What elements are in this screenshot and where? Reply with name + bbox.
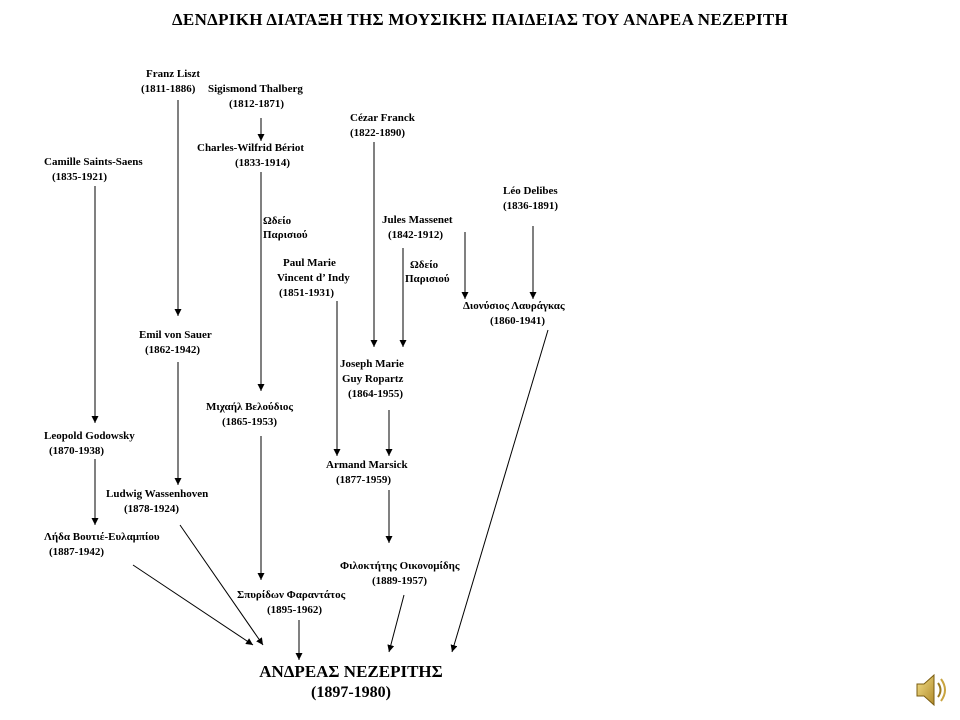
node-veloudios: [206, 400, 293, 430]
node-wassenhoven: [106, 487, 208, 517]
node-name: Σπυρίδων Φαραντάτος: [237, 589, 346, 601]
node-years: (1862-1942): [145, 344, 200, 356]
target-years: (1897-1980): [311, 684, 391, 701]
node-voutie: [44, 530, 160, 560]
node-dindy: [277, 256, 350, 301]
node-name: Camille Saints-Saens: [44, 156, 143, 168]
node-name: Léo Delibes: [503, 185, 558, 197]
node-liszt: [141, 67, 201, 97]
edge-oikonomidis-target: [389, 595, 404, 652]
node-ropartz: [340, 357, 404, 402]
node-years: (1877-1959): [336, 474, 391, 486]
node-name: Emil von Sauer: [139, 329, 212, 341]
node-name-line2: Guy Ropartz: [342, 373, 404, 385]
node-years: (1833-1914): [235, 157, 290, 169]
node-franck: [350, 111, 415, 141]
node-name: Μιχαήλ Βελούδιος: [206, 401, 294, 413]
edge-label-line2: Παρισιού: [405, 273, 450, 285]
edge-label-line1: Ωδείο: [263, 215, 292, 227]
node-delibes: [503, 184, 558, 214]
edge-label-line1: Ωδείο: [410, 259, 439, 271]
node-years: (1836-1891): [503, 200, 558, 212]
node-oikonomidis: [340, 559, 459, 589]
node-years: (1865-1953): [222, 416, 277, 428]
node-years: (1889-1957): [372, 575, 427, 587]
node-years: (1822-1890): [350, 127, 405, 139]
node-nezeritis: [226, 661, 476, 703]
node-name: Διονύσιος Λαυράγκας: [463, 300, 565, 312]
node-years: (1864-1955): [348, 388, 403, 400]
node-name: Charles-Wilfrid Bériot: [197, 142, 305, 154]
node-name: Ludwig Wassenhoven: [106, 488, 209, 500]
node-years: (1895-1962): [267, 604, 322, 616]
node-years: (1835-1921): [52, 171, 107, 183]
node-years: (1811-1886): [141, 83, 196, 95]
node-name: Franz Liszt: [146, 68, 201, 80]
node-name-line1: Paul Marie: [283, 257, 336, 269]
node-name: Cézar Franck: [350, 112, 415, 124]
edge-label-line2: Παρισιού: [263, 229, 308, 241]
node-marsick: [326, 458, 408, 488]
edge-lavragkas-target: [452, 330, 548, 652]
node-farantatos: [237, 588, 345, 618]
diagram-title: ΔΕΝΔΡΙΚΗ ΔΙΑΤΑΞΗ ΤΗΣ ΜΟΥΣΙΚΗΣ ΠΑΙΔΕΙΑΣ ΤΟΥ ΑΝΔΡΕΑ ΝΕΖΕΡΙΤΗ: [171, 10, 789, 29]
node-name: Sigismond Thalberg: [208, 83, 303, 95]
node-saintsaens: [44, 155, 143, 185]
node-massenet: [382, 213, 453, 243]
node-lavragkas: [463, 299, 565, 329]
node-thalberg: [208, 82, 303, 112]
node-name-line1: Joseph Marie: [340, 358, 404, 370]
node-name-line2: Vincent d’ Indy: [277, 272, 350, 284]
node-godowsky: [44, 429, 135, 459]
node-years: (1812-1871): [229, 98, 284, 110]
node-name: Jules Massenet: [382, 214, 453, 226]
target-name: ΑΝΔΡΕΑΣ ΝΕΖΕΡΙΤΗΣ: [259, 662, 443, 681]
node-years: (1878-1924): [124, 503, 179, 515]
node-name: Λήδα Βουτιέ-Ευλαμπίου: [44, 531, 160, 543]
edge-label-odeio-parisiou: [263, 214, 308, 242]
node-years: (1870-1938): [49, 445, 104, 457]
node-sauer: [139, 328, 212, 358]
node-years: (1887-1942): [49, 546, 104, 558]
edge-label-odeio-parisiou: [405, 258, 450, 286]
node-years: (1851-1931): [279, 287, 334, 299]
node-name: Φιλοκτήτης Οικονομίδης: [340, 560, 460, 572]
node-name: Armand Marsick: [326, 459, 408, 471]
node-years: (1842-1912): [388, 229, 443, 241]
edge-wassenhoven-target: [180, 525, 263, 645]
node-name: Leopold Godowsky: [44, 430, 135, 442]
node-beriot: [197, 141, 304, 171]
speaker-icon[interactable]: [912, 670, 952, 710]
node-years: (1860-1941): [490, 315, 545, 327]
